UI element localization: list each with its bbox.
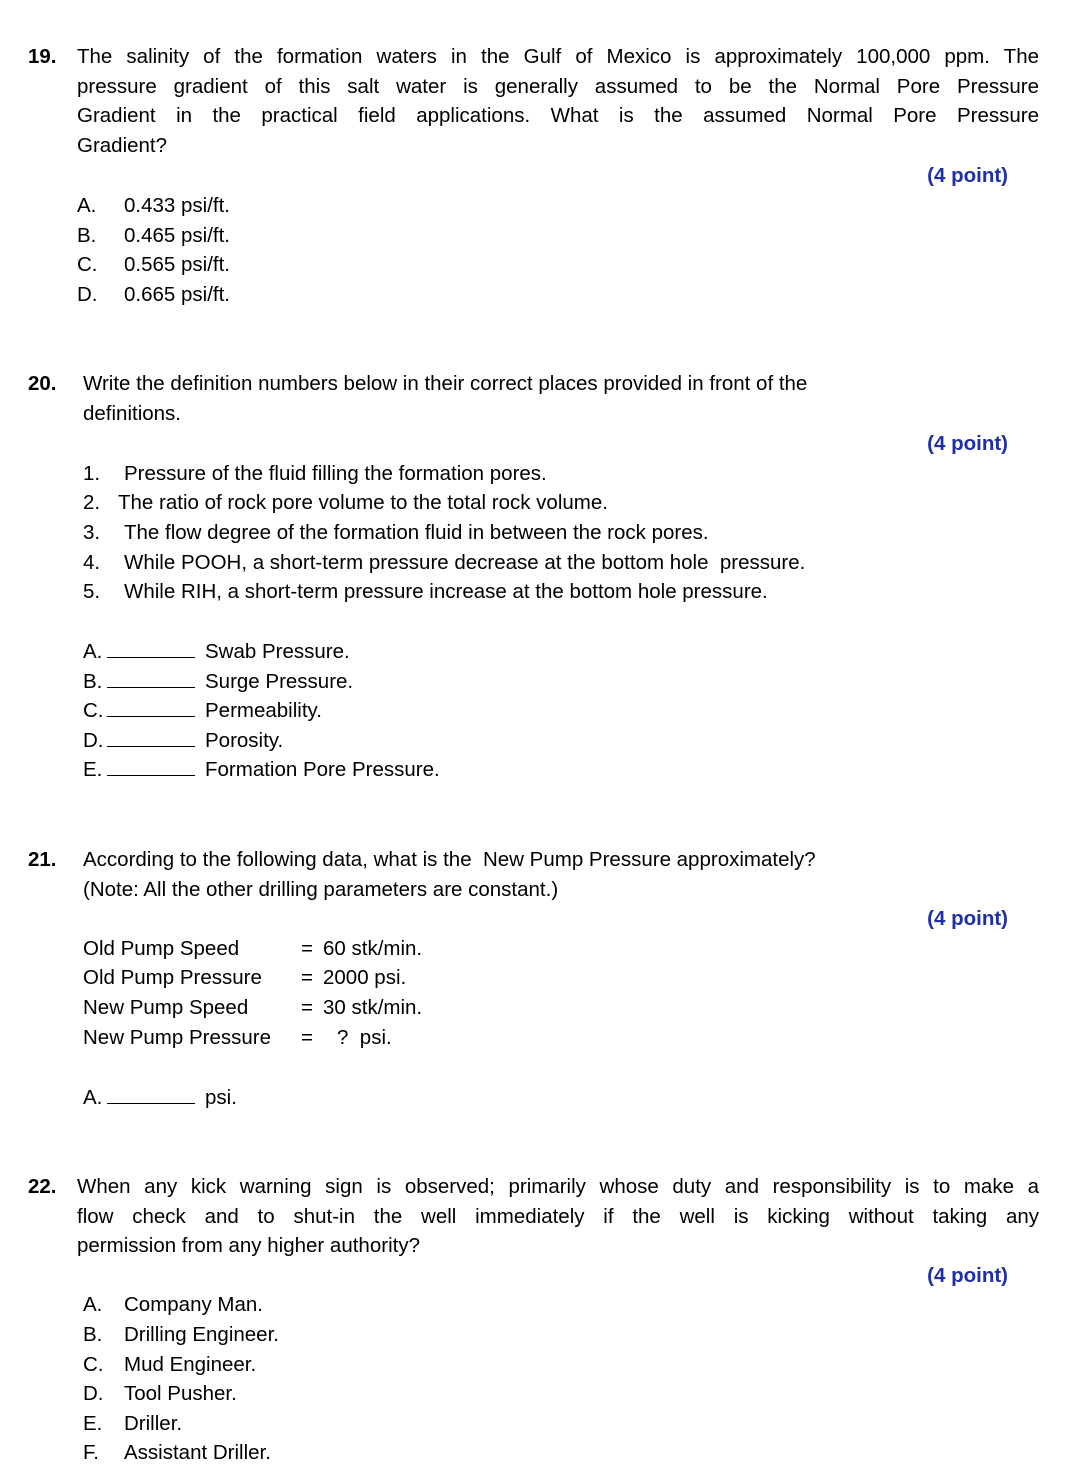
option-text: 0.465 psi/ft. — [124, 224, 230, 247]
equals-sign: = — [301, 966, 313, 989]
question-line: The salinity of the formation waters in the Gulf of Mexico is approximately 100,000 ppm. The — [77, 45, 1039, 68]
question-number: 20. — [28, 372, 57, 395]
data-name: New Pump Pressure — [83, 1026, 271, 1049]
data-row — [83, 993, 422, 1023]
definition-item — [83, 548, 805, 578]
question-number: 19. — [28, 45, 57, 68]
term-text: Formation Pore Pressure. — [205, 758, 440, 781]
question-line: Gradient in the practical field applications. What is the assumed Normal Pore Pressure — [77, 104, 1039, 128]
option-label: D. — [77, 283, 98, 306]
definition-text: Pressure of the fluid filling the formation pores. — [124, 462, 547, 485]
points-label: (4 point) — [927, 907, 1008, 930]
term-text: Swab Pressure. — [205, 640, 350, 663]
answer-row — [83, 1083, 237, 1113]
option-label: C. — [83, 1353, 104, 1376]
answer-blank[interactable] — [107, 756, 195, 776]
answer-blank[interactable] — [107, 697, 195, 717]
definition-item — [83, 488, 608, 518]
term-label: A. — [83, 640, 103, 663]
answer-blank[interactable] — [107, 638, 195, 658]
question-line: Write the definition numbers below in their correct places provided in front of the — [83, 372, 808, 395]
term-text: Porosity. — [205, 729, 284, 752]
definition-text: While RIH, a short-term pressure increase at the bottom hole pressure. — [124, 580, 768, 603]
term-item — [83, 726, 283, 756]
definition-text: The ratio of rock pore volume to the total rock volume. — [118, 491, 608, 514]
option-f[interactable] — [83, 1438, 271, 1468]
data-row — [83, 963, 406, 993]
term-label: E. — [83, 758, 103, 781]
question-text — [77, 42, 1039, 161]
definition-number: 3. — [83, 521, 101, 544]
data-name: Old Pump Pressure — [83, 966, 262, 989]
question-line: pressure gradient of this salt water is generally assumed to be the Normal Pore Pressure — [77, 74, 1039, 98]
definition-number: 5. — [83, 580, 101, 603]
question-line: When any kick warning sign is observed; primarily whose duty and responsibility is to make a — [77, 1175, 1039, 1198]
definition-item — [83, 518, 709, 548]
answer-label: A. — [83, 1086, 103, 1109]
definition-number: 4. — [83, 551, 101, 574]
option-text: Assistant Driller. — [124, 1441, 271, 1464]
term-label: B. — [83, 670, 103, 693]
data-value: 60 stk/min. — [323, 937, 423, 960]
answer-blank[interactable] — [107, 1084, 195, 1104]
term-item — [83, 637, 350, 667]
term-text: Surge Pressure. — [205, 670, 354, 693]
data-name: Old Pump Speed — [83, 937, 240, 960]
question-line: (Note: All the other drilling parameters are constant.) — [83, 877, 559, 901]
option-d[interactable] — [83, 1379, 237, 1409]
term-item — [83, 755, 440, 785]
data-name: New Pump Speed — [83, 996, 249, 1019]
data-row — [83, 934, 422, 964]
option-c[interactable] — [83, 1350, 256, 1380]
option-a[interactable] — [77, 191, 230, 221]
data-value: ? psi. — [337, 1026, 392, 1049]
equals-sign: = — [301, 1026, 313, 1049]
definition-number: 1. — [83, 462, 101, 485]
question-line: permission from any higher authority? — [77, 1234, 420, 1258]
option-label: E. — [83, 1412, 103, 1435]
answer-unit: psi. — [205, 1086, 237, 1109]
question-number: 22. — [28, 1175, 57, 1198]
question-text — [83, 369, 913, 428]
option-text: 0.433 psi/ft. — [124, 194, 230, 217]
question-line: definitions. — [83, 401, 182, 425]
question-line: Gradient? — [77, 134, 168, 158]
option-b[interactable] — [77, 221, 230, 251]
option-label: B. — [77, 224, 97, 247]
term-label: D. — [83, 729, 104, 752]
option-text: Driller. — [124, 1412, 183, 1435]
option-label: D. — [83, 1382, 104, 1405]
option-label: A. — [83, 1293, 103, 1316]
definition-item — [83, 459, 547, 489]
question-line: flow check and to shut-in the well immediately if the well is kicking without taking any — [77, 1204, 1039, 1228]
option-label: C. — [77, 253, 98, 276]
definition-number: 2. — [83, 491, 101, 514]
answer-blank[interactable] — [107, 668, 195, 688]
option-text: Tool Pusher. — [124, 1382, 237, 1405]
question-number: 21. — [28, 848, 57, 871]
question-text — [77, 1172, 1039, 1261]
data-value: 2000 psi. — [323, 966, 407, 989]
option-text: Mud Engineer. — [124, 1353, 257, 1376]
option-label: F. — [83, 1441, 99, 1464]
option-a[interactable] — [83, 1290, 263, 1320]
option-text: Company Man. — [124, 1293, 264, 1316]
definition-item — [83, 577, 768, 607]
term-label: C. — [83, 699, 104, 722]
points-label: (4 point) — [927, 1264, 1008, 1287]
term-text: Permeability. — [205, 699, 322, 722]
equals-sign: = — [301, 996, 313, 1019]
option-label: B. — [83, 1323, 103, 1346]
points-label: (4 point) — [927, 432, 1008, 455]
term-item — [83, 696, 322, 726]
option-e[interactable] — [83, 1409, 182, 1439]
option-d[interactable] — [77, 280, 230, 310]
option-text: 0.665 psi/ft. — [124, 283, 230, 306]
option-text: Drilling Engineer. — [124, 1323, 279, 1346]
definition-text: While POOH, a short-term pressure decrease at the bottom hole pressure. — [124, 551, 806, 574]
definition-text: The flow degree of the formation fluid in between the rock pores. — [124, 521, 709, 544]
question-text — [83, 845, 913, 904]
answer-blank[interactable] — [107, 727, 195, 747]
term-item — [83, 667, 353, 697]
points-label: (4 point) — [927, 164, 1008, 187]
data-row — [83, 1023, 392, 1053]
option-c[interactable] — [77, 250, 230, 280]
equals-sign: = — [301, 937, 313, 960]
data-value: 30 stk/min. — [323, 996, 423, 1019]
option-b[interactable] — [83, 1320, 279, 1350]
option-label: A. — [77, 194, 97, 217]
question-line: According to the following data, what is the New Pump Pressure approximately? — [83, 848, 816, 871]
option-text: 0.565 psi/ft. — [124, 253, 230, 276]
